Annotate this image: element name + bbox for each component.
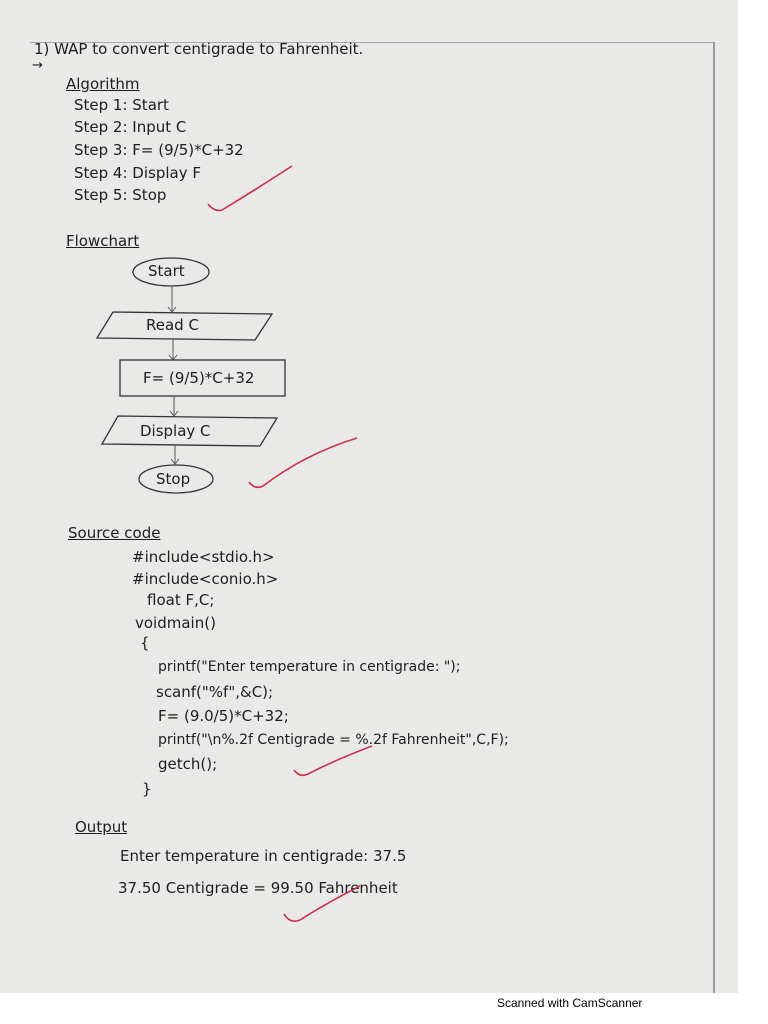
algorithm-step: Step 3: F= (9/5)*C+32 xyxy=(74,141,244,159)
flowchart-input-label: Read C xyxy=(146,316,199,334)
code-line: scanf("%f",&C); xyxy=(156,683,274,701)
code-line: float F,C; xyxy=(147,591,215,609)
code-line: F= (9.0/5)*C+32; xyxy=(158,707,289,725)
code-line: #include<stdio.h> xyxy=(132,548,275,566)
tick-mark-icon xyxy=(290,742,380,782)
flowchart-start-label: Start xyxy=(148,262,185,280)
arrow-icon: → xyxy=(32,58,43,73)
code-line: } xyxy=(142,780,152,798)
algorithm-heading: Algorithm xyxy=(66,75,140,93)
flowchart-stop-label: Stop xyxy=(156,470,191,488)
code-line: printf("\n%.2f Centigrade = %.2f Fahrenheit",C,F); xyxy=(158,732,509,748)
tick-mark-icon xyxy=(280,880,370,930)
algorithm-step: Step 4: Display F xyxy=(74,164,201,182)
flowchart-output-label: Display C xyxy=(140,422,211,440)
algorithm-step: Step 2: Input C xyxy=(74,118,187,136)
output-heading: Output xyxy=(75,818,128,836)
code-line: { xyxy=(140,634,150,652)
code-line: printf("Enter temperature in centigrade: "); xyxy=(158,659,461,675)
scanner-watermark: Scanned with CamScanner xyxy=(497,996,643,1010)
flowchart-process-label: F= (9/5)*C+32 xyxy=(143,369,255,387)
flowchart-diagram xyxy=(0,0,738,520)
flowchart-heading: Flowchart xyxy=(66,232,140,250)
tick-mark-icon xyxy=(245,432,365,492)
code-line: voidmain() xyxy=(135,614,216,632)
code-line: getch(); xyxy=(158,755,218,773)
algorithm-step: Step 5: Stop xyxy=(74,186,167,204)
algorithm-step: Step 1: Start xyxy=(74,96,169,114)
output-line: Enter temperature in centigrade: 37.5 xyxy=(120,847,407,865)
source-code-heading: Source code xyxy=(68,524,161,542)
question-title: 1) WAP to convert centigrade to Fahrenheit. xyxy=(34,40,364,58)
output-line: 37.50 Centigrade = 99.50 Fahrenheit xyxy=(118,879,398,897)
code-line: #include<conio.h> xyxy=(132,570,279,588)
